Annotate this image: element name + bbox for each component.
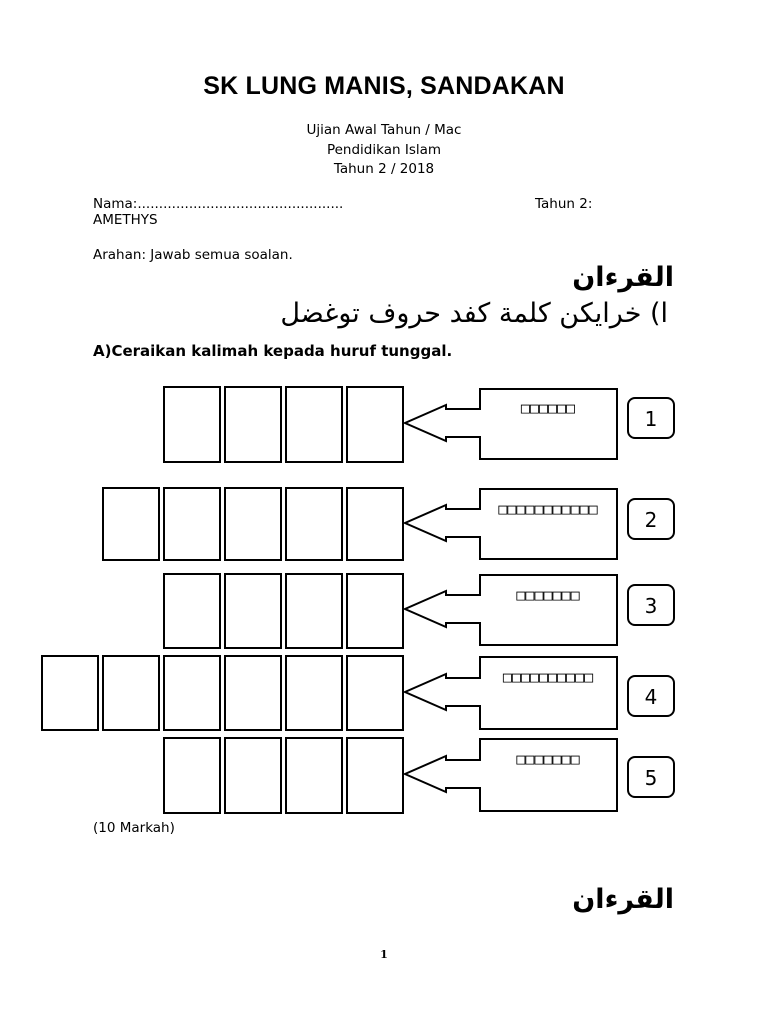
answer-box[interactable] — [164, 387, 220, 462]
answer-box[interactable] — [347, 656, 403, 730]
answer-box[interactable] — [103, 656, 159, 730]
answer-box[interactable] — [225, 488, 281, 560]
answer-box[interactable] — [347, 387, 403, 462]
answer-box[interactable] — [164, 656, 220, 730]
question-row-2 — [103, 488, 674, 560]
answer-box[interactable] — [347, 738, 403, 813]
answer-box[interactable] — [225, 574, 281, 648]
arabic-word: □□□□□□□ — [516, 586, 580, 604]
answer-box[interactable] — [164, 488, 220, 560]
arabic-word: □□□□□□□□□□ — [502, 668, 594, 686]
school-title: SK LUNG MANIS, SANDAKAN — [203, 72, 565, 100]
exam-title: Ujian Awal Tahun / Mac — [306, 122, 462, 138]
page-number: 1 — [380, 948, 388, 961]
arabic-word: □□□□□□ — [520, 399, 576, 417]
question-row-1 — [164, 387, 674, 462]
answer-box[interactable] — [347, 574, 403, 648]
answer-box[interactable] — [286, 738, 342, 813]
section-heading-arabic: القرءان — [572, 262, 674, 293]
question-number: 2 — [644, 508, 658, 532]
answer-box[interactable] — [286, 656, 342, 730]
name-field-label: Nama:................................................ — [93, 196, 344, 212]
answer-box[interactable] — [42, 656, 98, 730]
question-number: 5 — [644, 766, 658, 790]
answer-box[interactable] — [164, 574, 220, 648]
answer-box[interactable] — [164, 738, 220, 813]
class-label: Tahun 2: — [535, 196, 593, 212]
question-row-3 — [164, 574, 674, 648]
marks-label: (10 Markah) — [93, 820, 175, 836]
answer-box[interactable] — [286, 387, 342, 462]
answer-box[interactable] — [347, 488, 403, 560]
answer-box[interactable] — [103, 488, 159, 560]
section-instruction-latin: A)Ceraikan kalimah kepada huruf tunggal. — [93, 342, 453, 360]
subject-title: Pendidikan Islam — [326, 142, 442, 158]
question-number: 1 — [644, 407, 658, 431]
word-callout-arrow — [405, 389, 617, 459]
answer-box[interactable] — [225, 387, 281, 462]
answer-box[interactable] — [225, 738, 281, 813]
year-title: Tahun 2 / 2018 — [333, 161, 435, 177]
word-callout-arrow — [405, 575, 617, 645]
arabic-word: □□□□□□□□□□□ — [498, 500, 598, 518]
class-value: AMETHYS — [93, 212, 158, 228]
answer-box[interactable] — [286, 488, 342, 560]
section-instruction-arabic: ا) خرايكن كلمة كفد حروف توغضل — [280, 298, 668, 329]
answer-box[interactable] — [286, 574, 342, 648]
footer-heading-arabic: القرءان — [572, 884, 674, 915]
answer-box[interactable] — [225, 656, 281, 730]
question-row-4 — [42, 656, 674, 730]
arabic-word: □□□□□□□ — [516, 750, 580, 768]
question-row-5 — [164, 738, 674, 813]
word-callout-arrow — [405, 739, 617, 811]
question-number: 4 — [644, 685, 658, 709]
instructions-text: Arahan: Jawab semua soalan. — [93, 247, 293, 263]
question-number: 3 — [644, 594, 658, 618]
